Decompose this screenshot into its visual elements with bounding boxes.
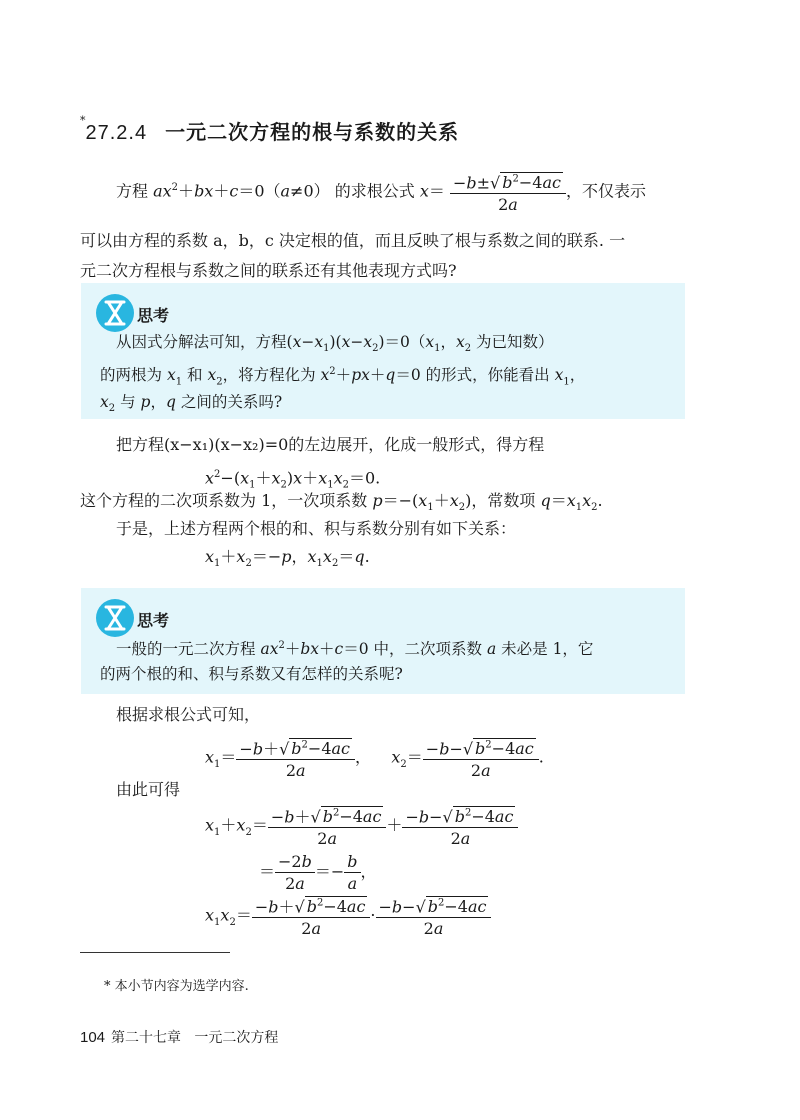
chapter-label: 第二十七章 <box>111 1030 182 1046</box>
body1-line-4: 于是，上述方程两个根的和、积与系数分别有如下关系： <box>116 519 517 538</box>
sum-result: ＝ $\frac{-2b}{2a}$ ＝− $\frac{b}{a}$ ， <box>259 852 377 893</box>
body2-line-2: 由此可得 <box>116 780 181 799</box>
think1-line-3: $x_2$ 与 p，q 之间的关系吗? <box>100 393 283 415</box>
think-box-2 <box>81 588 685 694</box>
expanded-equation: $x^2-(x_1+x_2)x+x_1x_2=0$. <box>205 468 381 491</box>
page-number: 104 <box>80 1029 106 1046</box>
chapter-title: 一元二次方程 <box>194 1030 279 1046</box>
section-title: 一元二次方程的根与系数的关系 <box>165 120 460 144</box>
intro-line-1: 方程 $ax^2+bx+c=0(a\ne 0)$ 的求根公式 x＝ $\frac{-b\pm√ b^2-4ac}{2a}$ ，不仅表示 <box>116 168 646 215</box>
footnote-rule <box>80 952 230 953</box>
roots-formula: $x_1=$ $\frac{-b+√ b^2-4ac}{2a}$ ， $x_2=$ $\frac{-b-√ b^2-4ac}{2a}$ . <box>205 735 544 781</box>
product-formula: $x_1x_2=$ $\frac{-b+√ b^2-4ac}{2a}$ · $\frac{-b-√ b^2-4ac}{2a}$ <box>205 893 491 939</box>
think1-line-2: 的两根为 $x_1$ 和 $x_2$，将方程化为 $x^2+px+q=0$ 的形式，你能看出 $x_1$， <box>100 366 586 388</box>
think-label: 思考 <box>137 611 170 630</box>
sum-formula: $x_1+x_2=$ $\frac{-b+√ b^2-4ac}{2a}$ ＋ $\frac{-b-√ b^2-4ac}{2a}$ <box>205 803 518 849</box>
intro-line-2: 可以由方程的系数 a，b，c 决定根的值，而且反映了根与系数之间的联系. 一 <box>80 231 626 250</box>
optional-marker: * <box>80 114 86 127</box>
body1-line-1: 把方程(x−x₁)(x−x₂)=0的左边展开，化成一般形式，得方程 <box>116 435 545 454</box>
section-heading <box>80 116 459 145</box>
think-label: 思考 <box>137 306 170 325</box>
quadratic-formula: $\frac{-b\pm√ b^2-4ac}{2a}$ <box>450 169 566 215</box>
page-footer <box>80 1027 278 1047</box>
section-number: 27.2.4 <box>85 122 148 144</box>
footnote: * 本小节内容为选学内容. <box>104 979 249 994</box>
intro-line-3: 元二次方程根与系数之间的联系还有其他表现方式吗? <box>80 261 457 280</box>
think-box-1 <box>81 283 685 419</box>
body2-line-1: 根据求根公式可知， <box>116 705 261 724</box>
think2-line-1: 一般的一元二次方程 $ax^2+bx+c=0$ 中，二次项系数 a 未必是 1，它 <box>116 640 594 659</box>
think1-line-1: 从因式分解法可知，方程$(x-x_1)(x-x_2)=0(x_1$，$x_2$ 为已知数） <box>116 333 554 355</box>
vieta-relation: $x_1+x_2=-p$，$x_1x_2=q$. <box>205 547 370 570</box>
think2-line-2: 的两个根的和、积与系数又有怎样的关系呢? <box>100 665 403 683</box>
body1-line-3: 这个方程的二次项系数为 1，一次项系数 $p=-(x_1+x_2)$，常数项 $q=x_1x_2$. <box>80 491 603 514</box>
